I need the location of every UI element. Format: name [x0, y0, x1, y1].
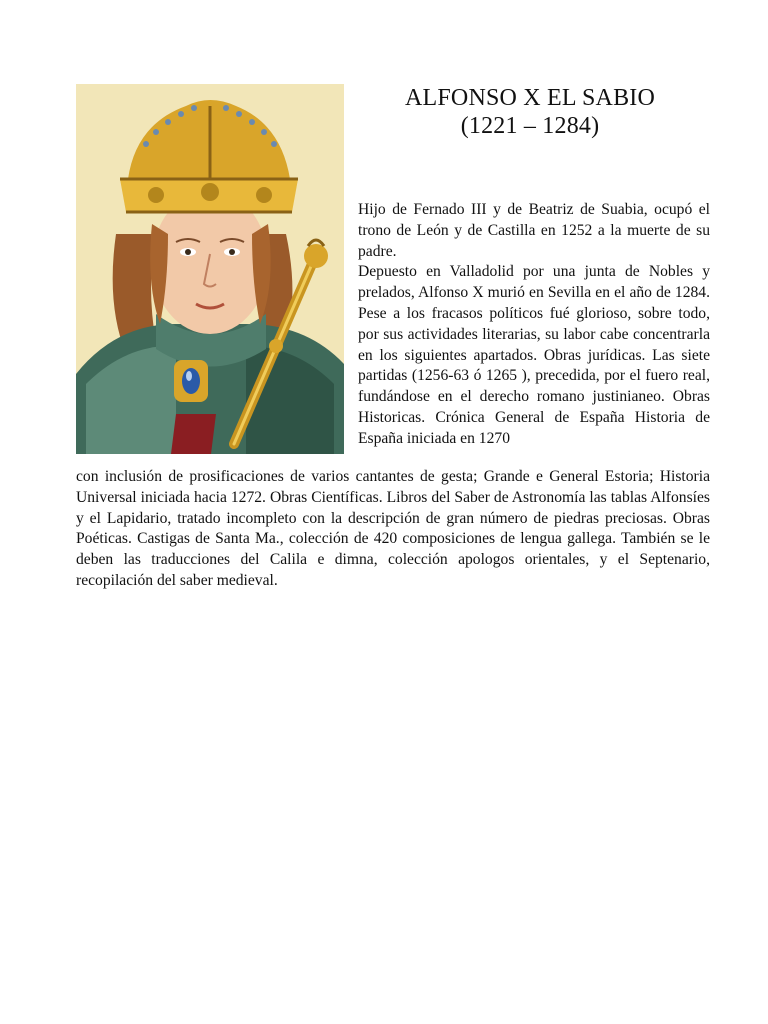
paragraph-works-start: Depuesto en Valladolid por una junta de Nobles y prelados, Alfonso X murió en Sevilla en el año de 1284. Pese a los fracasos políticos fué glorioso, sobre todo, por sus actividades literarias, su labor cabe concentrarla en los siguientes apartados. Obras jurídicas. Las siete partidas (1256-63 ó 1265 ), precedida, por el fuero real, fundándose en el derecho romano justinianeo. Obras Historicas. Crónica General de España Historia de España iniciada en 1270 [358, 263, 710, 447]
document-dates: (1221 – 1284) [460, 113, 600, 139]
body-text-beside-portrait [358, 200, 710, 450]
document-title: ALFONSO X EL SABIO [404, 85, 656, 111]
portrait-illustration [76, 84, 344, 454]
paragraph-birth: Hijo de Fernado III y de Beatriz de Suabia, ocupó el trono de León y de Castilla en 1252 a la muerte de su padre. [358, 201, 710, 260]
title-block [370, 84, 690, 140]
portrait-image [76, 84, 344, 454]
paragraph-works-end: con inclusión de prosificaciones de varios cantantes de gesta; Grande e General Estoria; Historia Universal iniciada hacia 1272. Obras Científicas. Libros del Saber de Astronomía las tablas Alfonsíes y el Lapidario, tratado incompleto con la descripción de gran número de piedras preciosas. Obras Poéticas. Castigas de Santa Ma., colección de 420 composiciones de lengua gallega. También se le deben las traducciones del Calila e dimna, colección apologos orientales, y el Septenario, recopilación del saber medieval. [76, 468, 710, 589]
body-text-full-width [76, 467, 710, 592]
